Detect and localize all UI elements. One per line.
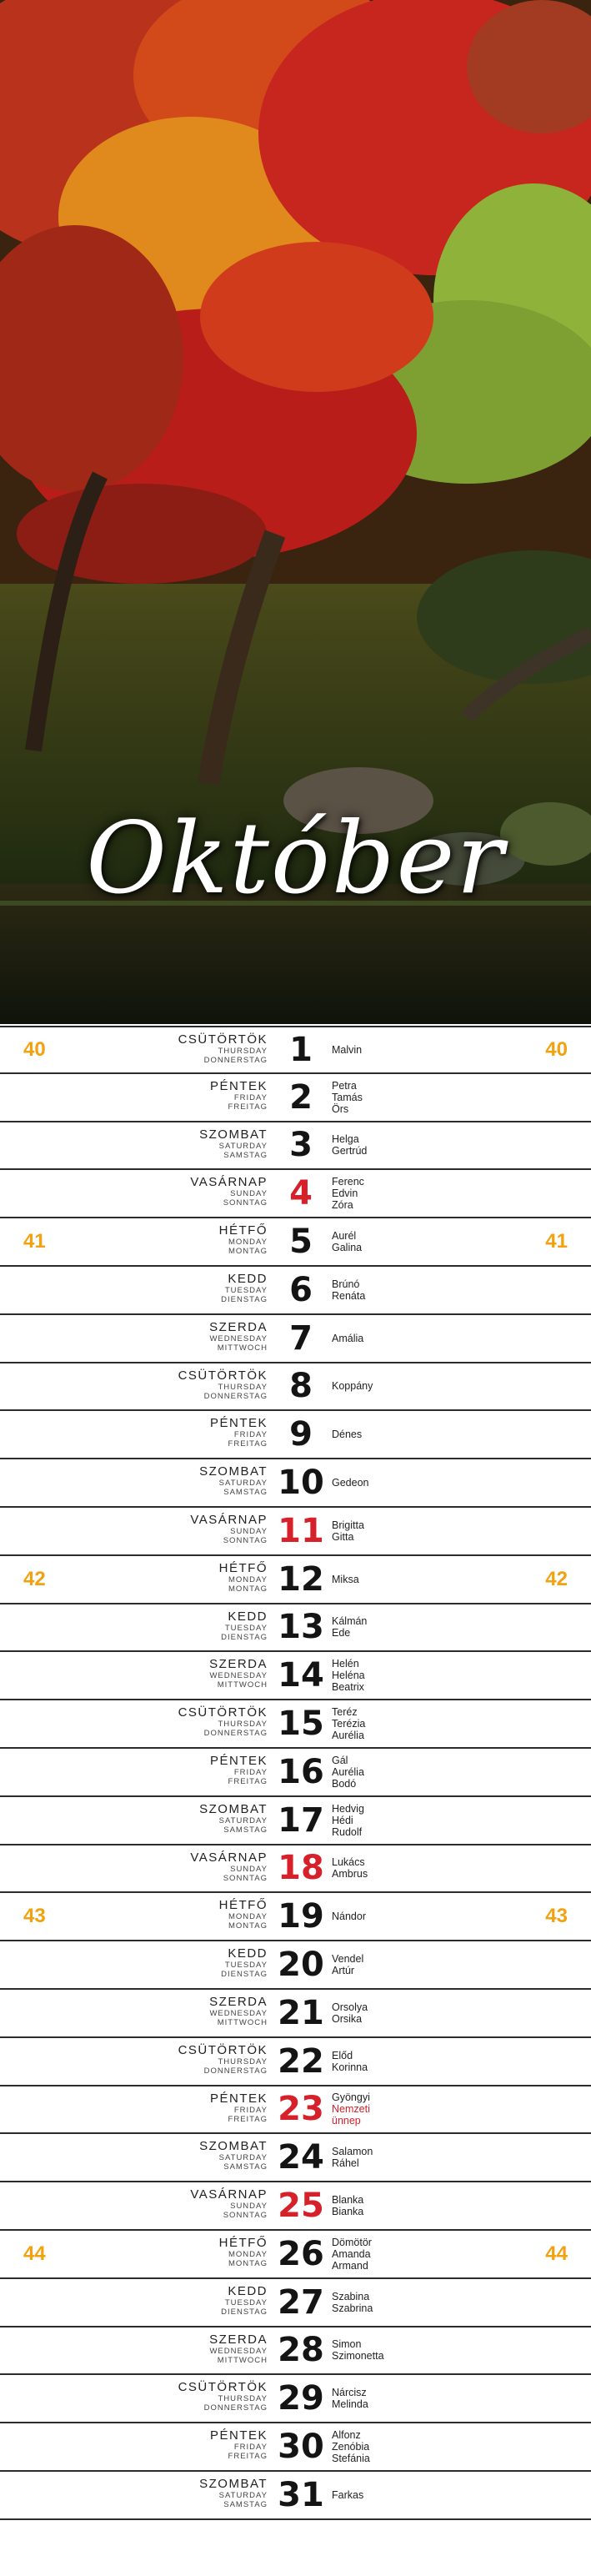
name-day: Szabrina — [332, 2302, 373, 2314]
day-name-hungarian: CSÜTÖRTÖK — [178, 1032, 268, 1047]
day-name — [178, 1369, 268, 1401]
day-number: 27 — [278, 2282, 324, 2322]
day-name-hungarian: CSÜTÖRTÖK — [178, 1705, 268, 1720]
day-row — [0, 1218, 591, 1267]
day-name-hungarian: KEDD — [228, 1946, 268, 1961]
day-name — [199, 2140, 268, 2172]
day-name-hungarian: KEDD — [228, 1271, 268, 1286]
name-days — [332, 1893, 366, 1940]
day-number: 31 — [278, 2475, 324, 2514]
name-days — [332, 1459, 368, 1506]
day-row — [0, 1170, 591, 1218]
day-name-english: SUNDAY — [230, 2202, 268, 2212]
day-number: 25 — [278, 2187, 324, 2226]
day-name-german: DIENSTAG — [221, 1632, 268, 1642]
day-number: 21 — [278, 1993, 324, 2032]
day-name-english: TUESDAY — [224, 1285, 268, 1295]
day-name-hungarian: KEDD — [228, 1609, 268, 1624]
day-name — [199, 1803, 268, 1835]
name-days — [332, 1604, 367, 1651]
day-name — [199, 2478, 268, 2509]
day-name-english: SUNDAY — [230, 1526, 268, 1536]
name-day: Aurél — [332, 1230, 357, 1243]
day-name — [178, 2381, 268, 2413]
day-name-german: MITTWOCH — [217, 2355, 268, 2365]
name-day: Szabina — [332, 2290, 370, 2302]
day-row — [0, 1797, 591, 1845]
name-days — [332, 2134, 373, 2181]
day-name-english: THURSDAY — [218, 2394, 268, 2404]
name-day: Ráhel — [332, 2157, 359, 2170]
name-day: Ede — [332, 1627, 351, 1640]
day-row — [0, 1652, 591, 1700]
day-row — [0, 2231, 591, 2279]
day-row — [0, 1026, 591, 1074]
name-day: Amália — [332, 1332, 364, 1344]
name-day: Örs — [332, 1102, 349, 1115]
day-name-english: FRIDAY — [233, 2443, 268, 2453]
day-number: 7 — [289, 1318, 313, 1358]
day-name-german: SONNTAG — [223, 1873, 268, 1883]
name-days — [332, 1411, 362, 1458]
week-number-left: 42 — [23, 1567, 46, 1590]
name-day: Heléna — [332, 1670, 365, 1682]
day-name-english: SATURDAY — [218, 2153, 268, 2163]
day-row — [0, 1604, 591, 1653]
day-name-german: SAMSTAG — [223, 2162, 268, 2172]
name-day: Brúnó — [332, 1278, 360, 1290]
day-name-english: THURSDAY — [218, 1382, 268, 1392]
name-day: Terézia — [332, 1718, 366, 1730]
name-days — [332, 1315, 363, 1362]
day-name-hungarian: PÉNTEK — [209, 1078, 268, 1093]
day-name-hungarian: CSÜTÖRTÖK — [178, 2380, 268, 2395]
name-day: Bodó — [332, 1777, 357, 1790]
name-days — [332, 2038, 368, 2085]
day-name-hungarian: KEDD — [228, 2283, 268, 2298]
day-row — [0, 2182, 591, 2231]
name-days — [332, 2472, 363, 2518]
day-name — [190, 2188, 268, 2220]
name-day: Simon — [332, 2338, 362, 2351]
name-day: Galina — [332, 1242, 363, 1254]
name-day: Melinda — [332, 2398, 368, 2411]
name-days — [332, 1074, 363, 1121]
day-name — [209, 2333, 268, 2365]
day-name-english: THURSDAY — [218, 1047, 268, 1056]
day-name — [209, 1321, 268, 1353]
day-name-hungarian: VASÁRNAP — [190, 1850, 268, 1865]
week-number-right: 44 — [545, 2242, 568, 2265]
day-name-german: MONTAG — [228, 1921, 268, 1931]
day-name-hungarian: SZERDA — [209, 2332, 268, 2347]
day-name-hungarian: PÉNTEK — [209, 2091, 268, 2106]
day-row — [0, 2375, 591, 2423]
day-number: 16 — [278, 1752, 324, 1791]
day-name-hungarian: VASÁRNAP — [190, 1175, 268, 1190]
day-name — [178, 1706, 268, 1738]
day-row — [0, 2327, 591, 2376]
name-day: Gál — [332, 1754, 348, 1766]
name-day: Előd — [332, 2049, 353, 2061]
name-days — [332, 2423, 370, 2470]
day-name-english: SATURDAY — [218, 2490, 268, 2500]
day-name-german: FREITAG — [228, 2114, 268, 2124]
day-number: 9 — [289, 1415, 313, 1454]
day-number: 19 — [278, 1897, 324, 1936]
day-name-english: WEDNESDAY — [209, 2346, 268, 2356]
day-name-german: SAMSTAG — [223, 2499, 268, 2509]
name-day: Edvin — [332, 1188, 358, 1200]
day-number: 13 — [278, 1608, 324, 1647]
name-day: Gertrúd — [332, 1145, 368, 1157]
day-name-german: MITTWOCH — [217, 1343, 268, 1353]
day-name-hungarian: SZOMBAT — [199, 1127, 268, 1142]
day-row — [0, 1122, 591, 1171]
day-name-german: FREITAG — [228, 1439, 268, 1449]
name-days — [332, 2327, 384, 2374]
autumn-garden-photo — [0, 0, 591, 1024]
name-day: Gitta — [332, 1530, 354, 1543]
name-day: Orsolya — [332, 2001, 368, 2013]
day-name-english: SUNDAY — [230, 1189, 268, 1199]
day-row — [0, 1700, 591, 1749]
day-number: 12 — [278, 1559, 324, 1599]
name-day: Armand — [332, 2259, 368, 2272]
name-day: Hédi — [332, 1814, 353, 1826]
day-name-english: THURSDAY — [218, 1720, 268, 1730]
day-row — [0, 2472, 591, 2520]
name-day: Orsika — [332, 2012, 363, 2025]
name-day: Vendel — [332, 1953, 364, 1966]
day-name — [190, 1851, 268, 1883]
day-name-hungarian: VASÁRNAP — [190, 2187, 268, 2202]
day-name-hungarian: PÉNTEK — [209, 2428, 268, 2443]
day-name-german: DONNERSTAG — [203, 1056, 268, 1065]
day-name — [210, 1080, 268, 1112]
day-number: 28 — [278, 2331, 324, 2370]
day-name — [199, 1128, 268, 1160]
name-days — [332, 1267, 365, 1313]
name-day: Brigitta — [332, 1519, 364, 1531]
name-day: Petra — [332, 1079, 357, 1092]
name-day: Hedvig — [332, 1802, 364, 1815]
day-name-hungarian: HÉTFŐ — [218, 1560, 268, 1575]
name-day: Zóra — [332, 1199, 353, 1212]
day-name-hungarian: VASÁRNAP — [190, 1512, 268, 1527]
name-day: Farkas — [332, 2488, 364, 2501]
name-day: Tamás — [332, 1091, 363, 1103]
day-name-english: TUESDAY — [224, 1961, 268, 1971]
month-title: Október — [86, 801, 505, 916]
day-name-english: SATURDAY — [218, 1479, 268, 1489]
day-name-german: SAMSTAG — [223, 1150, 268, 1160]
day-name-german: DONNERSTAG — [203, 2066, 268, 2076]
day-name-german: DONNERSTAG — [203, 1729, 268, 1739]
day-name-english: SATURDAY — [218, 1141, 268, 1151]
day-name-english: TUESDAY — [224, 1623, 268, 1633]
name-day: Kálmán — [332, 1615, 368, 1628]
day-number: 17 — [278, 1800, 324, 1840]
day-name-german: SAMSTAG — [223, 1825, 268, 1835]
day-name — [219, 1899, 268, 1931]
name-day: Beatrix — [332, 1681, 364, 1694]
day-row — [0, 2038, 591, 2086]
name-day: Dénes — [332, 1429, 363, 1441]
week-number-left: 43 — [23, 1905, 46, 1928]
day-number: 24 — [278, 2138, 324, 2177]
name-days — [332, 2375, 368, 2422]
name-day: Teréz — [332, 1706, 358, 1719]
name-days — [332, 2182, 363, 2229]
day-row — [0, 1990, 591, 2038]
name-days — [332, 1797, 364, 1844]
name-day: Rudolf — [332, 1825, 363, 1838]
day-row — [0, 1074, 591, 1122]
name-day: Salamon — [332, 2146, 373, 2158]
name-day: Zenóbia — [332, 2441, 370, 2453]
name-day: Stefánia — [332, 2453, 370, 2464]
day-name-english: MONDAY — [228, 1912, 268, 1922]
day-number: 14 — [278, 1656, 324, 1695]
day-name — [178, 1033, 268, 1065]
day-name — [190, 1514, 268, 1545]
day-name-english: SUNDAY — [230, 1864, 268, 1874]
name-day: Szimonetta — [332, 2350, 384, 2363]
day-name-english: FRIDAY — [233, 1430, 268, 1440]
day-name — [221, 1273, 268, 1304]
day-name-hungarian: PÉNTEK — [209, 1416, 268, 1431]
day-number: 23 — [278, 2090, 324, 2129]
day-row — [0, 1411, 591, 1459]
day-name — [210, 1755, 268, 1786]
day-number: 20 — [278, 1946, 324, 1985]
day-name-german: DIENSTAG — [221, 1294, 268, 1304]
name-day: Amanda — [332, 2247, 371, 2260]
name-day: Gedeon — [332, 1477, 369, 1489]
day-name-german: MITTWOCH — [217, 2017, 268, 2027]
name-day: Bianka — [332, 2206, 364, 2218]
name-day: Koppány — [332, 1380, 373, 1393]
day-name-german: MITTWOCH — [217, 1680, 268, 1690]
day-name-german: MONTAG — [228, 1247, 268, 1257]
name-days — [332, 1652, 365, 1699]
day-number: 26 — [278, 2234, 324, 2273]
day-name-german: DIENSTAG — [221, 1970, 268, 1980]
day-row — [0, 1845, 591, 1894]
name-day: Helga — [332, 1133, 359, 1146]
day-row — [0, 2279, 591, 2327]
day-name — [219, 1562, 268, 1594]
name-day: Renáta — [332, 1289, 366, 1302]
name-days — [332, 1027, 362, 1072]
day-name-hungarian: PÉNTEK — [209, 1753, 268, 1768]
name-day: Aurélia — [332, 1730, 364, 1742]
name-day: Miksa — [332, 1573, 359, 1585]
day-name-german: DIENSTAG — [221, 2307, 268, 2317]
name-days — [332, 1845, 368, 1892]
day-name — [219, 1224, 268, 1256]
week-number-left: 41 — [23, 1230, 46, 1253]
name-days — [332, 1990, 368, 2036]
day-name-english: FRIDAY — [233, 1767, 268, 1777]
name-day: Korinna — [332, 2061, 368, 2073]
day-name-hungarian: SZOMBAT — [199, 2476, 268, 2491]
day-row — [0, 1315, 591, 1363]
day-row — [0, 1556, 591, 1604]
holiday-label: ünnep — [332, 2115, 361, 2127]
day-name-hungarian: SZOMBAT — [199, 1801, 268, 1816]
day-name-hungarian: HÉTFŐ — [218, 1898, 268, 1913]
name-days — [332, 1749, 364, 1795]
day-name-german: MONTAG — [228, 2258, 268, 2268]
week-number-right: 40 — [545, 1037, 568, 1061]
name-days — [332, 1122, 367, 1169]
name-days — [332, 1508, 364, 1554]
holiday-label: Nemzeti — [332, 2103, 370, 2116]
day-row — [0, 1749, 591, 1797]
name-day: Ambrus — [332, 1868, 368, 1881]
week-number-left: 40 — [23, 1037, 46, 1061]
day-name — [209, 1658, 268, 1690]
name-day: Artúr — [332, 1965, 355, 1977]
day-number: 29 — [278, 2379, 324, 2418]
day-number: 5 — [289, 1223, 313, 1262]
day-name-german: SAMSTAG — [223, 1488, 268, 1498]
name-days — [332, 1700, 365, 1747]
day-name-german: SONNTAG — [223, 2211, 268, 2221]
day-number: 4 — [289, 1174, 313, 1213]
day-row — [0, 1363, 591, 1412]
day-name — [210, 2429, 268, 2461]
day-name-english: FRIDAY — [233, 1092, 268, 1102]
name-days — [332, 1556, 359, 1603]
day-name — [219, 2237, 268, 2268]
day-name-german: MONTAG — [228, 1584, 268, 1594]
day-name-german: FREITAG — [228, 2452, 268, 2462]
name-day: Malvin — [332, 1043, 363, 1056]
day-row — [0, 2423, 591, 2472]
day-name — [178, 2044, 268, 2076]
day-name-german: FREITAG — [228, 1102, 268, 1112]
name-day: Nárcisz — [332, 2387, 367, 2399]
name-day: Ferenc — [332, 1176, 364, 1188]
day-number: 10 — [278, 1464, 324, 1503]
name-days — [332, 1941, 363, 1988]
day-number: 18 — [278, 1849, 324, 1888]
day-name-hungarian: CSÜTÖRTÖK — [178, 1368, 268, 1383]
name-day: Lukács — [332, 1856, 365, 1869]
name-days — [332, 1363, 373, 1410]
name-days — [332, 1170, 364, 1217]
day-name-english: SATURDAY — [218, 1815, 268, 1825]
day-number: 15 — [278, 1705, 324, 1744]
day-name-hungarian: SZERDA — [209, 1994, 268, 2009]
day-name-hungarian: HÉTFŐ — [218, 1223, 268, 1238]
name-day: Dömötör — [332, 2236, 372, 2248]
week-number-right: 42 — [545, 1567, 568, 1590]
calendar-list — [0, 1026, 591, 2520]
day-name-english: WEDNESDAY — [209, 1333, 268, 1343]
name-day: Alfonz — [332, 2429, 361, 2441]
day-row — [0, 2086, 591, 2135]
week-number-left: 44 — [23, 2242, 46, 2265]
day-name-german: SONNTAG — [223, 1198, 268, 1208]
day-row — [0, 1267, 591, 1315]
day-row — [0, 2134, 591, 2182]
day-name-english: WEDNESDAY — [209, 2008, 268, 2018]
name-day: Helén — [332, 1658, 359, 1670]
day-name-english: TUESDAY — [224, 2297, 268, 2307]
day-name-hungarian: SZOMBAT — [199, 1464, 268, 1479]
day-name-english: MONDAY — [228, 1238, 268, 1248]
name-days — [332, 1218, 362, 1265]
day-number: 1 — [289, 1030, 313, 1069]
name-day: Blanka — [332, 2194, 364, 2207]
name-day: Gyöngyi — [332, 2091, 370, 2104]
name-day: Nándor — [332, 1911, 366, 1923]
name-day: Aurélia — [332, 1765, 364, 1778]
day-number: 3 — [289, 1126, 313, 1165]
day-number: 22 — [278, 2041, 324, 2081]
day-row — [0, 1508, 591, 1556]
week-number-right: 41 — [545, 1230, 568, 1253]
day-name-german: FREITAG — [228, 1776, 268, 1786]
day-name — [221, 1610, 268, 1642]
day-name — [199, 1465, 268, 1497]
day-name-german: SONNTAG — [223, 1535, 268, 1545]
day-number: 8 — [289, 1367, 313, 1406]
day-name — [210, 1417, 268, 1449]
day-name — [209, 1996, 268, 2027]
day-name-english: MONDAY — [228, 2249, 268, 2259]
name-days — [332, 2086, 370, 2133]
name-days — [332, 2279, 373, 2326]
name-days — [332, 2231, 372, 2277]
day-name-german: DONNERSTAG — [203, 1391, 268, 1401]
day-name — [221, 2285, 268, 2317]
day-name — [221, 1947, 268, 1979]
day-name-english: THURSDAY — [218, 2056, 268, 2066]
day-name-hungarian: SZERDA — [209, 1657, 268, 1672]
day-number: 6 — [289, 1270, 313, 1309]
day-number: 30 — [278, 2428, 324, 2466]
day-number: 2 — [289, 1077, 313, 1117]
day-number: 11 — [278, 1511, 324, 1550]
day-name-english: WEDNESDAY — [209, 1671, 268, 1681]
day-name-hungarian: SZOMBAT — [199, 2139, 268, 2154]
day-name-english: FRIDAY — [233, 2105, 268, 2115]
day-name — [190, 1176, 268, 1208]
day-name-hungarian: CSÜTÖRTÖK — [178, 2042, 268, 2057]
day-name-english: MONDAY — [228, 1574, 268, 1584]
day-row — [0, 1893, 591, 1941]
day-name — [210, 2092, 268, 2124]
day-row — [0, 1459, 591, 1508]
day-row — [0, 1941, 591, 1990]
day-name-german: DONNERSTAG — [203, 2403, 268, 2413]
day-name-hungarian: HÉTFŐ — [218, 2235, 268, 2250]
day-name-hungarian: SZERDA — [209, 1319, 268, 1334]
week-number-right: 43 — [545, 1905, 568, 1928]
